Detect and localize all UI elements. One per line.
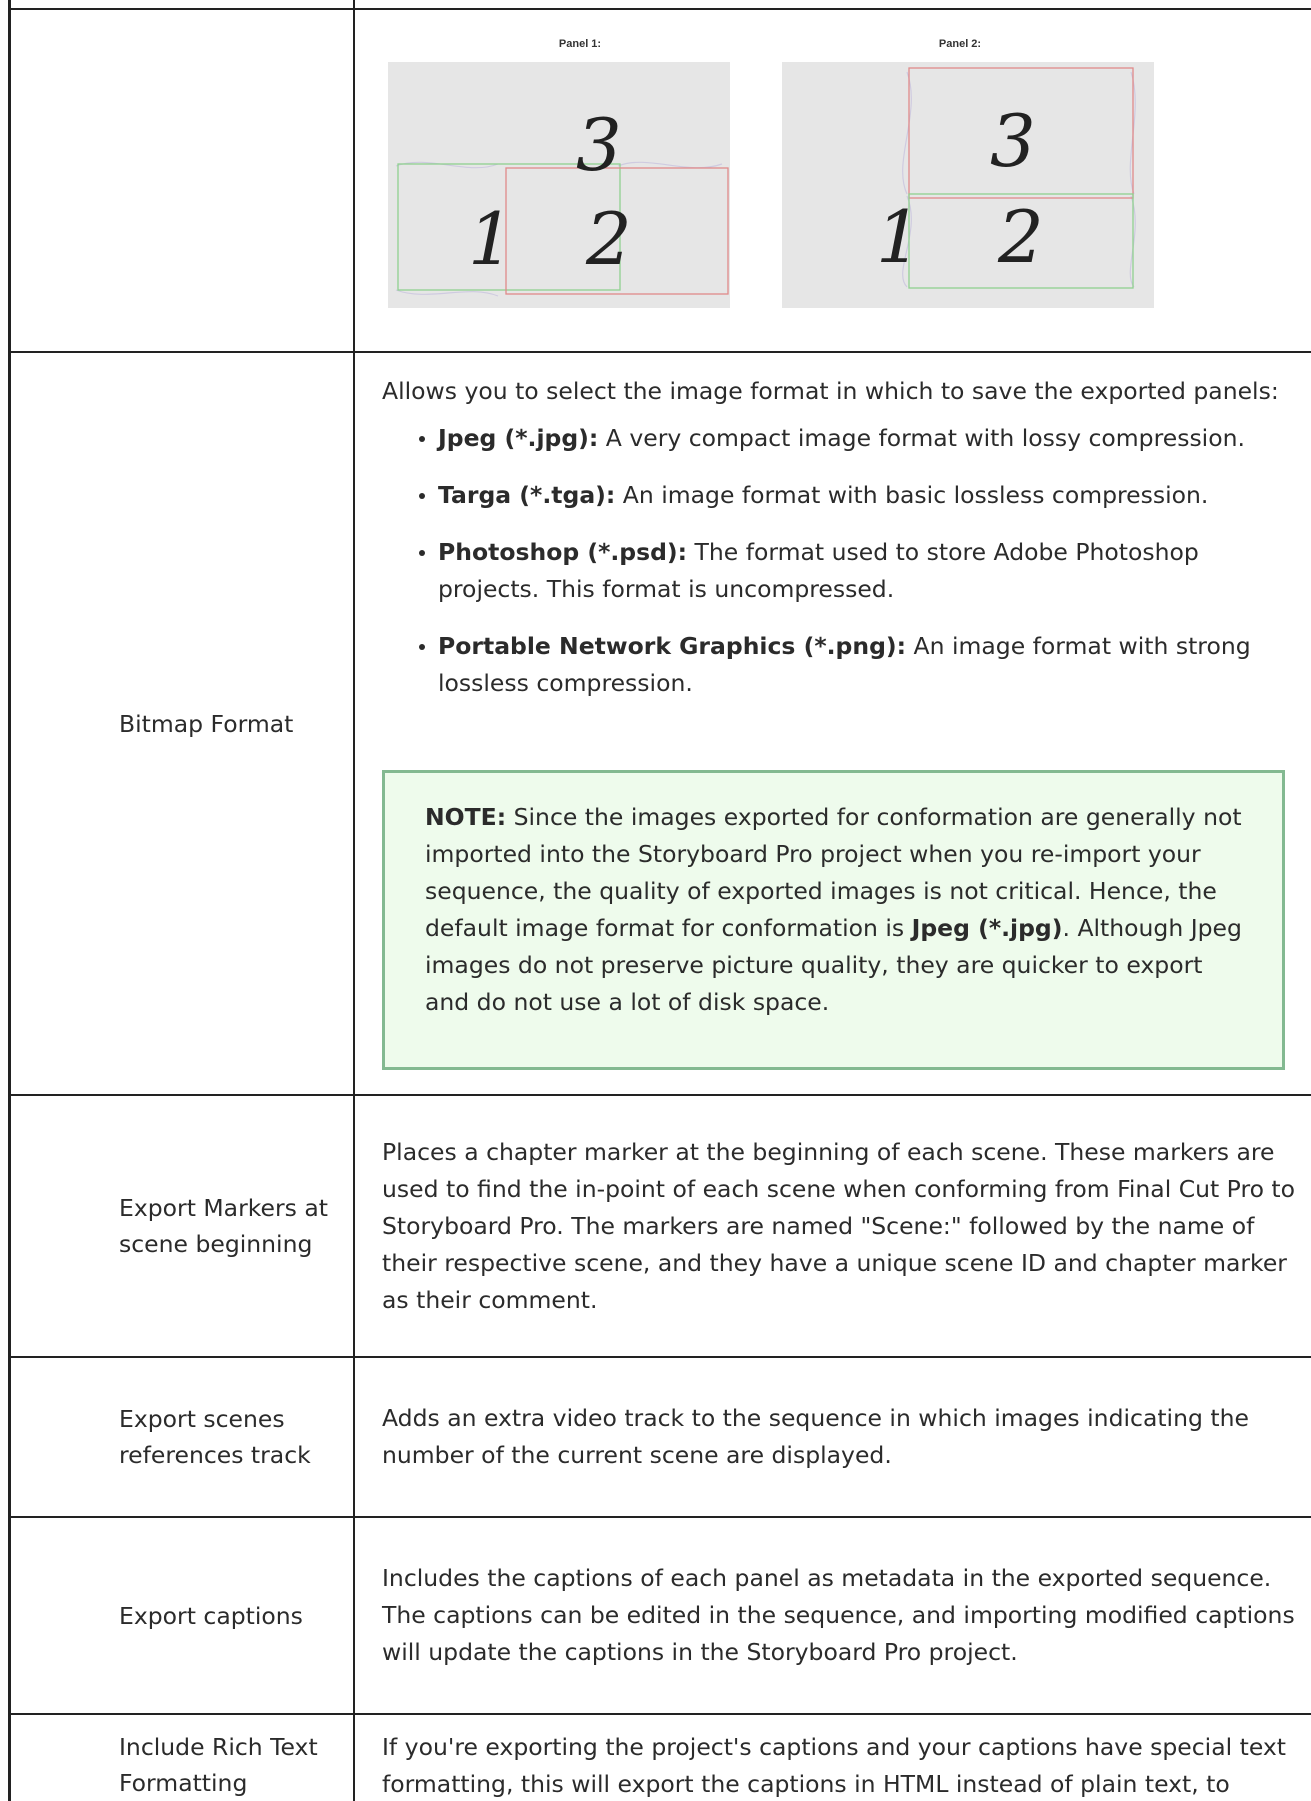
panel-2-number-3: 3 bbox=[990, 99, 1036, 183]
panel-2-number-1: 1 bbox=[876, 195, 922, 279]
rich-text-description-cell bbox=[356, 1715, 1311, 1801]
export-captions-description-cell bbox=[356, 1518, 1311, 1713]
table-border-top bbox=[8, 8, 1311, 10]
bitmap-format-label: Bitmap Format bbox=[119, 709, 294, 738]
export-captions-description: Includes the captions of each panel as metadata in the exported sequence. The captions can be edited in the sequence, and importing modified captions will update the captions in the Storyboard Pro project. bbox=[382, 1564, 1295, 1666]
note-label: NOTE: bbox=[425, 803, 507, 831]
rich-text-label-cell bbox=[10, 1715, 354, 1801]
panel-1-illustration bbox=[388, 62, 730, 308]
panel-1-number-2: 2 bbox=[586, 197, 632, 281]
format-term: Targa (*.tga): bbox=[438, 481, 616, 509]
note-text-2: . Although Jpeg images do not preserve picture quality, they are quicker to export and do not use a lot of disk space. bbox=[425, 914, 1242, 1016]
note-text-1: Since the images exported for conformation are generally not imported into the Storyboard Pro project when you re-import your sequence, the quality of exported images is not critical. Hence, the default image format for conformation is bbox=[425, 803, 1242, 942]
list-item bbox=[438, 628, 1301, 702]
export-markers-label: Export Markers at scene beginning bbox=[119, 1194, 328, 1258]
panel-2-illustration bbox=[782, 62, 1154, 308]
panel-1-caption: Panel 1: bbox=[558, 38, 602, 50]
panel-2-caption: Panel 2: bbox=[938, 38, 982, 50]
format-desc: An image format with strong lossless compression. bbox=[438, 632, 1251, 697]
note-box bbox=[382, 770, 1285, 1070]
list-item bbox=[438, 534, 1301, 608]
export-captions-label: Export captions bbox=[119, 1601, 303, 1630]
export-captions-label-cell bbox=[10, 1518, 354, 1713]
export-scenes-track-description-cell bbox=[356, 1358, 1311, 1516]
export-scenes-track-description: Adds an extra video track to the sequence in which images indicating the number of the current scene are displayed. bbox=[382, 1404, 1249, 1469]
panel-1-number-1: 1 bbox=[468, 197, 514, 281]
export-markers-description: Places a chapter marker at the beginning of each scene. These markers are used to find the in-point of each scene when conforming from Final Cut Pro to Storyboard Pro. The markers are named "Scene:" followed by the name of their respective scene, and they have a unique scene ID and chapter marker as their comment. bbox=[382, 1137, 1296, 1314]
format-term: Jpeg (*.jpg): bbox=[438, 424, 599, 452]
note-bold-format: Jpeg (*.jpg) bbox=[911, 914, 1063, 942]
bitmap-format-label-cell bbox=[10, 353, 354, 1094]
list-item bbox=[438, 477, 1301, 514]
format-desc: The format used to store Adobe Photoshop projects. This format is uncompressed. bbox=[438, 538, 1199, 603]
format-desc: An image format with basic lossless compression. bbox=[615, 481, 1209, 509]
rich-text-description: If you're exporting the project's captions and your captions have special text formatting, this will export the captions in HTML instead of plain text, to bbox=[382, 1733, 1286, 1798]
rich-text-label: Include Rich Text Formatting bbox=[119, 1733, 318, 1797]
bitmap-format-intro: Allows you to select the image format in which to save the exported panels: bbox=[382, 377, 1279, 405]
format-desc: A very compact image format with lossy compression. bbox=[598, 424, 1245, 452]
export-scenes-track-label-cell bbox=[10, 1358, 354, 1516]
export-scenes-track-label: Export scenes references track bbox=[119, 1405, 311, 1469]
list-item bbox=[438, 420, 1301, 457]
export-markers-description-cell bbox=[356, 1096, 1311, 1356]
format-term: Portable Network Graphics (*.png): bbox=[438, 632, 907, 660]
panel-2-number-2: 2 bbox=[998, 195, 1044, 279]
bitmap-format-list bbox=[382, 420, 1301, 702]
export-markers-label-cell bbox=[10, 1096, 354, 1356]
panel-1-number-3: 3 bbox=[576, 103, 622, 187]
format-term: Photoshop (*.psd): bbox=[438, 538, 688, 566]
